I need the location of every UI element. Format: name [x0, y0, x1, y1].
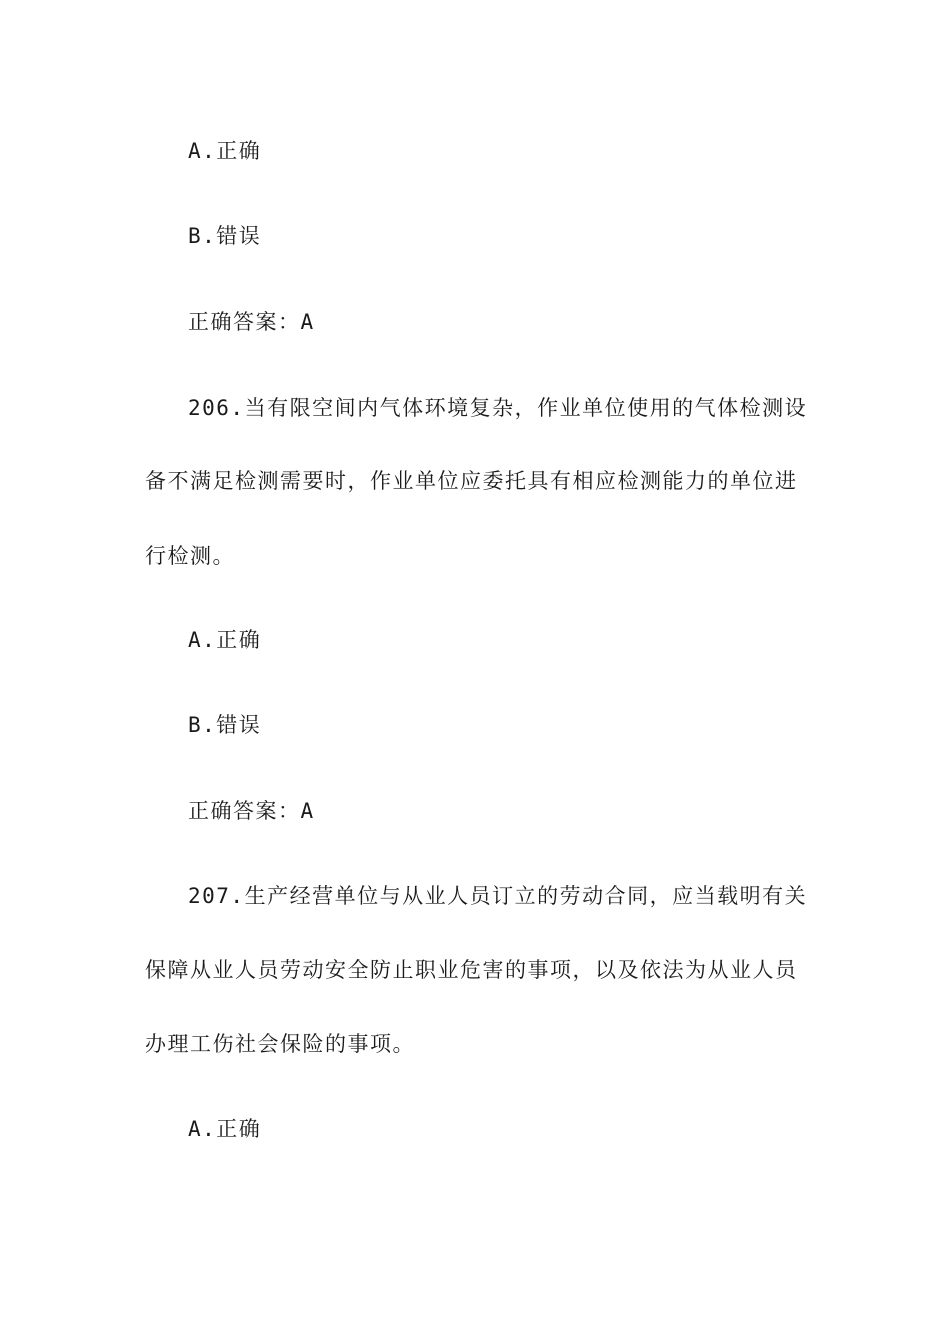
question-207-option-a: A.正确 — [188, 1117, 262, 1141]
question-207-line-2: 保障从业人员劳动安全防止职业危害的事项，以及依法为从业人员 — [145, 958, 798, 982]
question-206-option-a: A.正确 — [188, 628, 262, 652]
question-206-line-3: 行检测。 — [145, 544, 235, 568]
question-207-line-3: 办理工伤社会保险的事项。 — [145, 1032, 415, 1056]
answer-prev: 正确答案：A — [188, 310, 315, 334]
question-206-answer: 正确答案：A — [188, 799, 315, 823]
question-206-option-b: B.错误 — [188, 713, 262, 737]
option-b-prev: B.错误 — [188, 224, 262, 248]
option-a-prev: A.正确 — [188, 139, 262, 163]
question-207-line-1: 207.生产经营单位与从业人员订立的劳动合同，应当载明有关 — [188, 884, 808, 908]
question-206-line-2: 备不满足检测需要时，作业单位应委托具有相应检测能力的单位进 — [145, 469, 798, 493]
question-206-line-1: 206.当有限空间内气体环境复杂，作业单位使用的气体检测设 — [188, 396, 808, 420]
